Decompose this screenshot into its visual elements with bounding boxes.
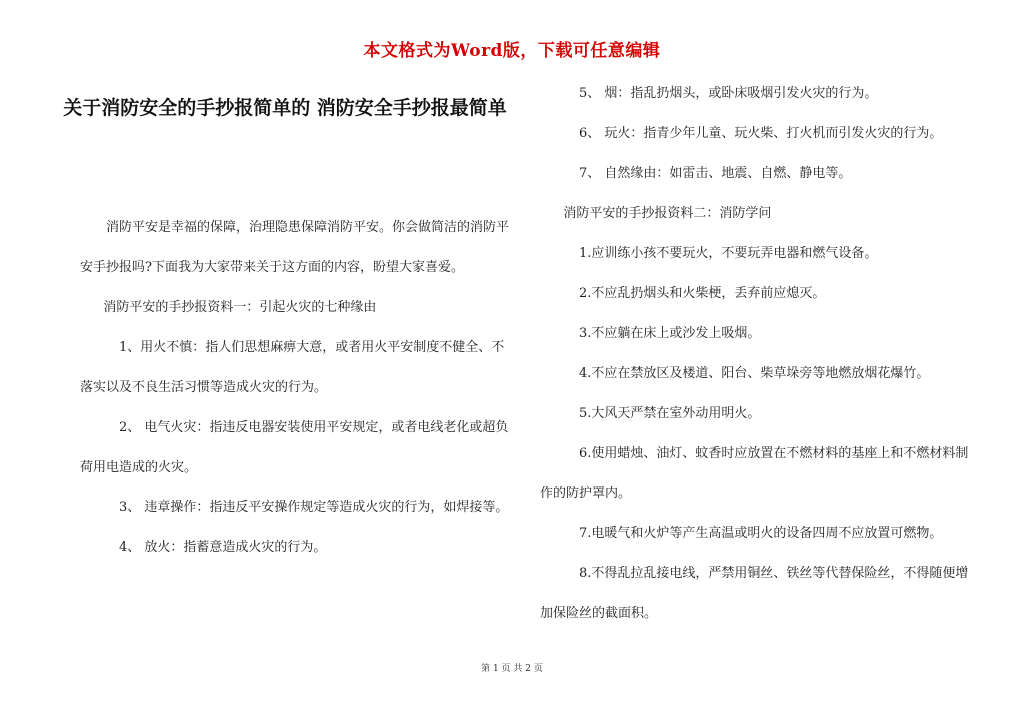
page-number-footer: 第 1 页 共 2 页	[481, 664, 543, 674]
list-item: 3、 违章操作：指违反平安操作规定等造成火灾的行为，如焊接等。	[119, 500, 509, 515]
list-item: 6、 玩火：指青少年儿童、玩火柴、打火机而引发火灾的行为。	[579, 126, 943, 141]
list-item: 5.大风天严禁在室外动用明火。	[579, 406, 761, 421]
list-item: 7.电暖气和火炉等产生高温或明火的设备四周不应放置可燃物。	[579, 526, 943, 541]
intro-paragraph: 消防平安是幸福的保障，治理隐患保障消防平安。你会做简洁的消防平安手抄报吗?下面我为大家带来关于这方面的内容，盼望大家喜爱。	[80, 220, 510, 275]
section-one-heading: 消防平安的手抄报资料一：引起火灾的七种缘由	[103, 300, 377, 315]
document-banner: 本文格式为Word版，下载可任意编辑	[363, 41, 661, 61]
list-item: 4、 放火：指蓄意造成火灾的行为。	[119, 540, 327, 555]
list-item: 8.不得乱拉乱接电线，严禁用铜丝、铁丝等代替保险丝，不得随便增加保险丝的截面积。	[540, 566, 969, 621]
page-title: 关于消防安全的手抄报简单的 消防安全手抄报最简单	[63, 97, 507, 119]
left-column	[80, 208, 510, 568]
right-column	[540, 74, 970, 634]
list-item: 6.使用蜡烛、油灯、蚊香时应放置在不燃材料的基座上和不燃材料制作的防护罩内。	[540, 446, 969, 501]
list-item: 3.不应躺在床上或沙发上吸烟。	[579, 326, 761, 341]
list-item: 4.不应在禁放区及楼道、阳台、柴草垛旁等地燃放烟花爆竹。	[579, 366, 930, 381]
list-item: 2、 电气火灾：指违反电器安装使用平安规定，或者电线老化或超负荷用电造成的火灾。	[80, 420, 509, 475]
list-item: 1.应训练小孩不要玩火，不要玩弄电器和燃气设备。	[579, 246, 878, 261]
section-two-heading: 消防平安的手抄报资料二：消防学问	[563, 206, 772, 221]
list-item: 2.不应乱扔烟头和火柴梗，丢弃前应熄灭。	[579, 286, 826, 301]
list-item: 1、用火不慎：指人们思想麻痹大意，或者用火平安制度不健全、不落实以及不良生活习惯等造成火灾的行为。	[80, 340, 505, 395]
list-item: 7、 自然缘由：如雷击、地震、自燃、静电等。	[579, 166, 852, 181]
list-item: 5、 烟：指乱扔烟头，或卧床吸烟引发火灾的行为。	[579, 86, 878, 101]
